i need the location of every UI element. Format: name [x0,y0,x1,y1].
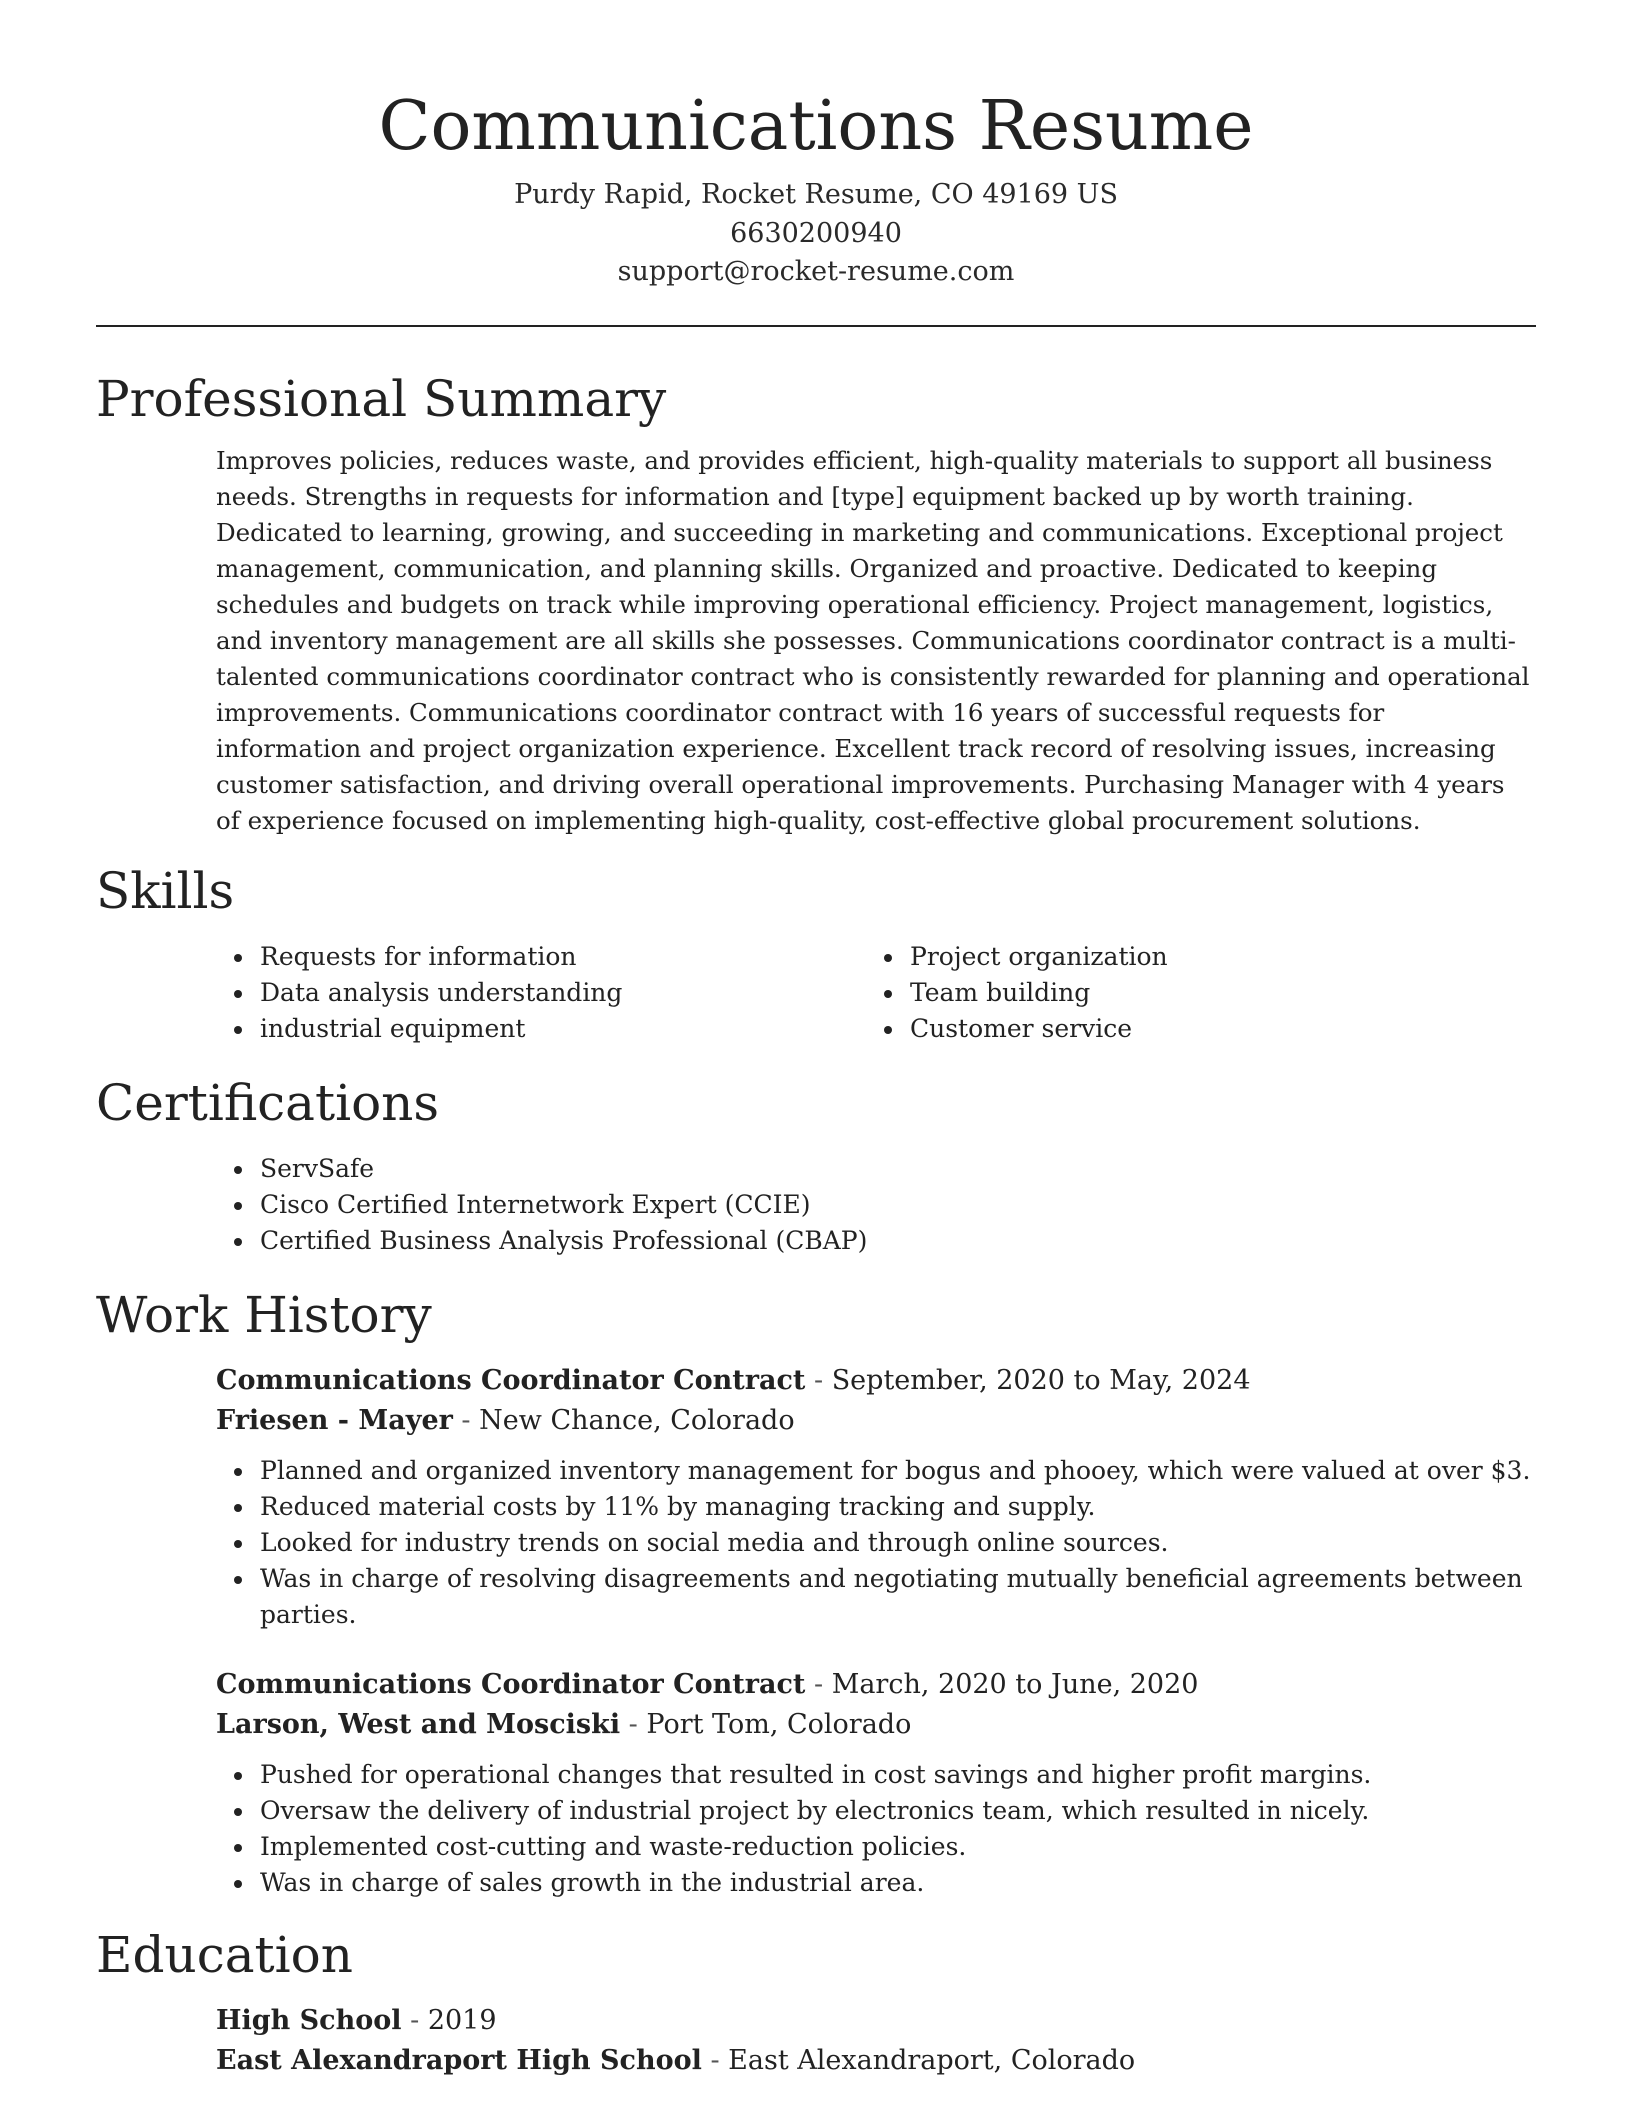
job-role: Communications Coordinator Contract [216,1364,806,1396]
education-degree: High School [216,2004,402,2036]
job-role-line [216,1665,1536,1705]
job-entry [216,1665,1536,1901]
education-degree-line [216,2001,1536,2041]
header-divider [96,325,1536,327]
skills-column-left [216,939,866,1047]
skills-grid [216,939,1536,1047]
job-location: New Chance, Colorado [479,1404,795,1436]
job-entry [216,1361,1536,1633]
section-summary [96,367,1536,839]
contact-address: Purdy Rapid, Rocket Resume, CO 49169 US [514,179,1118,210]
separator: - [452,1404,480,1436]
job-bullet: Planned and organized inventory management for bogus and phooey, which were valued at over $3. [260,1453,1536,1489]
section-work-history [96,1283,1536,1901]
certification-item: Certified Business Analysis Professional (CBAP) [260,1223,1536,1259]
skill-item: industrial equipment [260,1011,866,1047]
education-school: East Alexandraport High School [216,2044,702,2076]
skill-item: Requests for information [260,939,866,975]
job-bullet: Reduced material costs by 11% by managing tracking and supply. [260,1489,1536,1525]
job-bullet: Pushed for operational changes that resulted in cost savings and higher profit margins. [260,1757,1536,1793]
contact-info [96,176,1536,292]
section-title-summary: Professional Summary [96,369,667,428]
job-company-line [216,1401,1536,1441]
skill-item: Team building [910,975,1516,1011]
education-year: 2019 [427,2004,497,2036]
job-bullet: Looked for industry trends on social media and through online sources. [260,1525,1536,1561]
job-company: Larson, West and Mosciski [216,1708,621,1740]
job-company: Friesen - Mayer [216,1404,453,1436]
education-location: East Alexandraport, Colorado [728,2044,1136,2076]
section-title-skills: Skills [96,861,235,920]
job-role: Communications Coordinator Contract [216,1668,806,1700]
resume-header [96,0,1536,292]
summary-text: Improves policies, reduces waste, and provides efficient, high-quality materials to support all business needs. Strengths in requests for information and [type] equipment backed up by worth training. Dedicated to learning, growing, and succeeding in marketing and communications. Exceptional project management, communication, and planning skills. Organized and proactive. Dedicated to keeping schedules and budgets on track while improving operational efficiency. Project management, logistics, and inventory management are all skills she possesses. Communications coordinator contract is a multi-talented communications coordinator contract who is consistently rewarded for planning and operational improvements. Communications coordinator contract with 16 years of successful requests for information and project organization experience. Excellent track record of resolving issues, increasing customer satisfaction, and driving overall operational improvements. Purchasing Manager with 4 years of experience focused on implementing high-quality, cost-effective global procurement solutions. [216,445,1530,835]
certification-item: Cisco Certified Internetwork Expert (CCIE) [260,1187,1536,1223]
skill-item: Customer service [910,1011,1516,1047]
separator: - [620,1708,647,1740]
separator: - [401,2004,428,2036]
education-entry [216,2001,1536,2081]
skill-item: Project organization [910,939,1516,975]
certification-item: ServSafe [260,1151,1536,1187]
contact-email: support@rocket-resume.com [617,256,1015,287]
resume-page [96,0,1536,2112]
skills-column-right [866,939,1516,1047]
job-dates: March, 2020 to June, 2020 [831,1668,1199,1700]
education-school-line [216,2041,1536,2081]
resume-title: Communications Resume [378,87,1254,166]
section-title-education: Education [96,1925,353,1984]
section-certifications [96,1071,1536,1259]
section-education [96,1923,1536,2081]
skill-item: Data analysis understanding [260,975,866,1011]
job-bullet: Was in charge of resolving disagreements and negotiating mutually beneficial agreements between parties. [260,1561,1536,1633]
job-bullet: Oversaw the delivery of industrial project by electronics team, which resulted in nicely. [260,1793,1536,1829]
job-bullet: Implemented cost-cutting and waste-reduction policies. [260,1829,1536,1865]
contact-phone: 6630200940 [730,217,902,249]
separator: - [701,2044,729,2076]
separator: - [805,1364,832,1396]
section-title-work-history: Work History [96,1285,432,1344]
section-title-certifications: Certifications [96,1073,440,1132]
job-role-line [216,1361,1536,1401]
job-dates: September, 2020 to May, 2024 [831,1364,1251,1396]
section-skills [96,859,1536,1047]
job-location: Port Tom, Colorado [646,1708,912,1740]
job-bullet: Was in charge of sales growth in the industrial area. [260,1865,1536,1901]
separator: - [805,1668,832,1700]
job-company-line [216,1705,1536,1745]
